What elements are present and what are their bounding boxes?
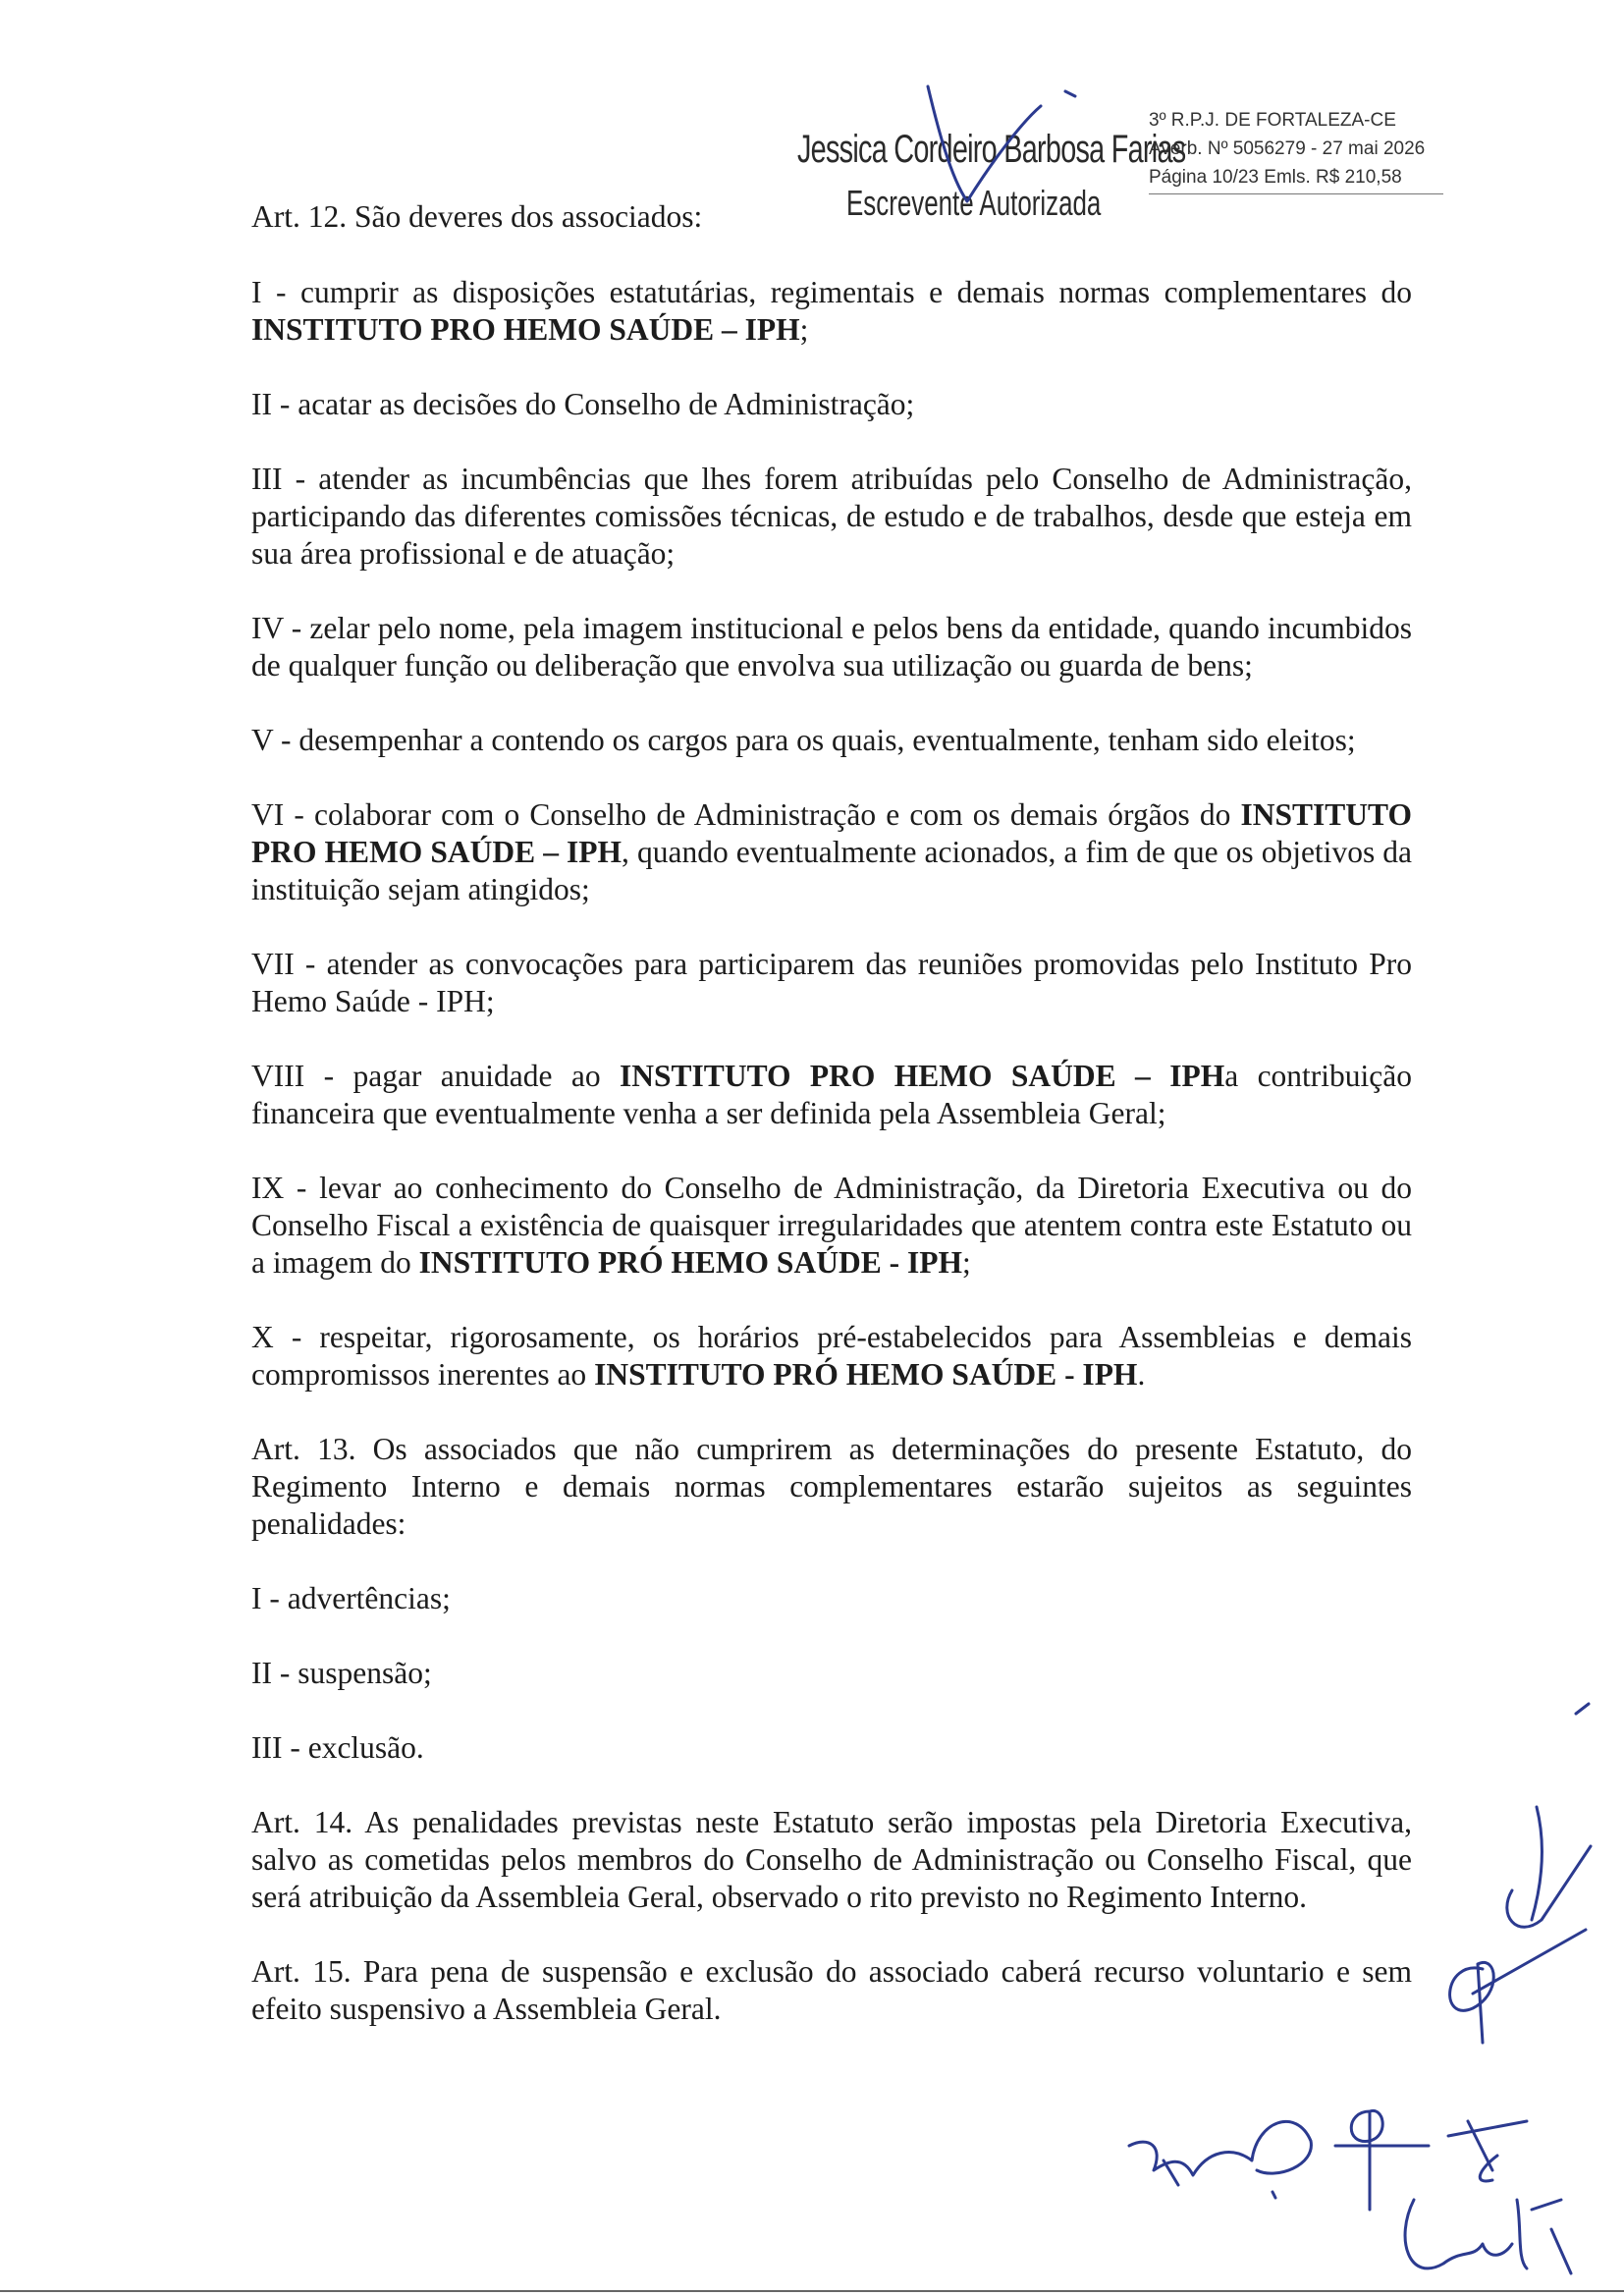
duty-item-v: V - desempenhar a contendo os cargos para os quais, eventualmente, tenham sido eleitos;: [251, 723, 1356, 757]
document-body: [251, 194, 1412, 2065]
duty-item-x: X - respeitar, rigorosamente, os horários pré-estabelecidos para Assembleias e demais compromissos inerentes ao INSTITUTO PRÓ HEMO SAÚDE - IPH.: [251, 1320, 1412, 1392]
margin-initial-1: [1507, 1807, 1591, 1927]
duty-item-viii: VIII - pagar anuidade ao INSTITUTO PRO HEMO SAÚDE – IPHa contribuição financeira que eventualmente venha a ser definida pela Assembleia Geral;: [251, 1059, 1413, 1130]
registry-page-fee: Página 10/23 Emls. R$ 210,58: [1149, 163, 1443, 194]
bottom-signature-3: [1448, 2121, 1527, 2181]
margin-initial-2: [1576, 1704, 1589, 1714]
notary-role: Escrevente Autorizada: [846, 183, 1102, 223]
duty-item-ix: IX - levar ao conhecimento do Conselho de Administração, da Diretoria Executiva ou do Conselho Fiscal a existência de quaisquer irregularidades que atentem contra este Estatuto ou a imagem do INSTITUTO PRÓ HEMO SAÚDE - IPH;: [251, 1171, 1412, 1280]
duty-item-i: I - cumprir as disposições estatutárias, regimentais e demais normas complementares do INSTITUTO PRO HEMO SAÚDE – IPH;: [251, 275, 1412, 347]
registry-office: 3º R.P.J. DE FORTALEZA-CE: [1149, 110, 1396, 131]
bottom-scan-edge: [0, 2290, 1624, 2292]
article-14: Art. 14. As penalidades previstas neste Estatuto serão impostas pela Diretoria Executiva, salvo as cometidas pelos membros do Conselho de Administração ou Conselho Fiscal, que será atribuição da Assembleia Geral, observado o rito previsto no Regimento Interno.: [251, 1805, 1412, 1914]
article-12-heading: Art. 12. São deveres dos associados:: [251, 199, 703, 234]
notary-name: Jessica Cordeiro Barbosa Farias: [797, 128, 1186, 171]
registry-stamp: [1149, 106, 1443, 194]
penalty-item-iii: III - exclusão.: [251, 1730, 424, 1765]
margin-initial-3: [1450, 1930, 1586, 2043]
bottom-signature-2: [1335, 2110, 1429, 2210]
registry-annotation: Averb. Nº 5056279 - 27 mai 2026: [1149, 138, 1426, 159]
article-13: Art. 13. Os associados que não cumprirem as determinações do presente Estatuto, do Regimento Interno e demais normas complementares estarão sujeitos as seguintes penalidades:: [251, 1432, 1412, 1541]
notary-signature-tick: [1065, 91, 1075, 96]
penalty-item-i: I - advertências;: [251, 1581, 451, 1615]
duty-item-ii: II - acatar as decisões do Conselho de Administração;: [251, 387, 915, 421]
article-15: Art. 15. Para pena de suspensão e exclusão do associado caberá recurso voluntario e sem efeito suspensivo a Assembleia Geral.: [251, 1954, 1412, 2026]
bottom-signature-dot: [1272, 2192, 1275, 2198]
duty-item-vi: VI - colaborar com o Conselho de Administração e com os demais órgãos do INSTITUTO PRO HEMO SAÚDE – IPH, quando eventualmente acionados, a fim de que os objetivos da instituição sejam atingidos;: [251, 797, 1412, 906]
bottom-signature-4: [1405, 2200, 1571, 2273]
duty-item-vii: VII - atender as convocações para participarem das reuniões promovidas pelo Instituto Pro Hemo Saúde - IPH;: [251, 947, 1412, 1018]
penalty-item-ii: II - suspensão;: [251, 1656, 432, 1690]
bottom-signature-1: [1129, 2121, 1311, 2185]
duty-item-iii: III - atender as incumbências que lhes forem atribuídas pelo Conselho de Administração, participando das diferentes comissões técnicas, de estudo e de trabalhos, desde que esteja em sua área profissional e de atuação;: [251, 462, 1412, 571]
duty-item-iv: IV - zelar pelo nome, pela imagem institucional e pelos bens da entidade, quando incumbidos de qualquer função ou deliberação que envolva sua utilização ou guarda de bens;: [251, 611, 1412, 683]
